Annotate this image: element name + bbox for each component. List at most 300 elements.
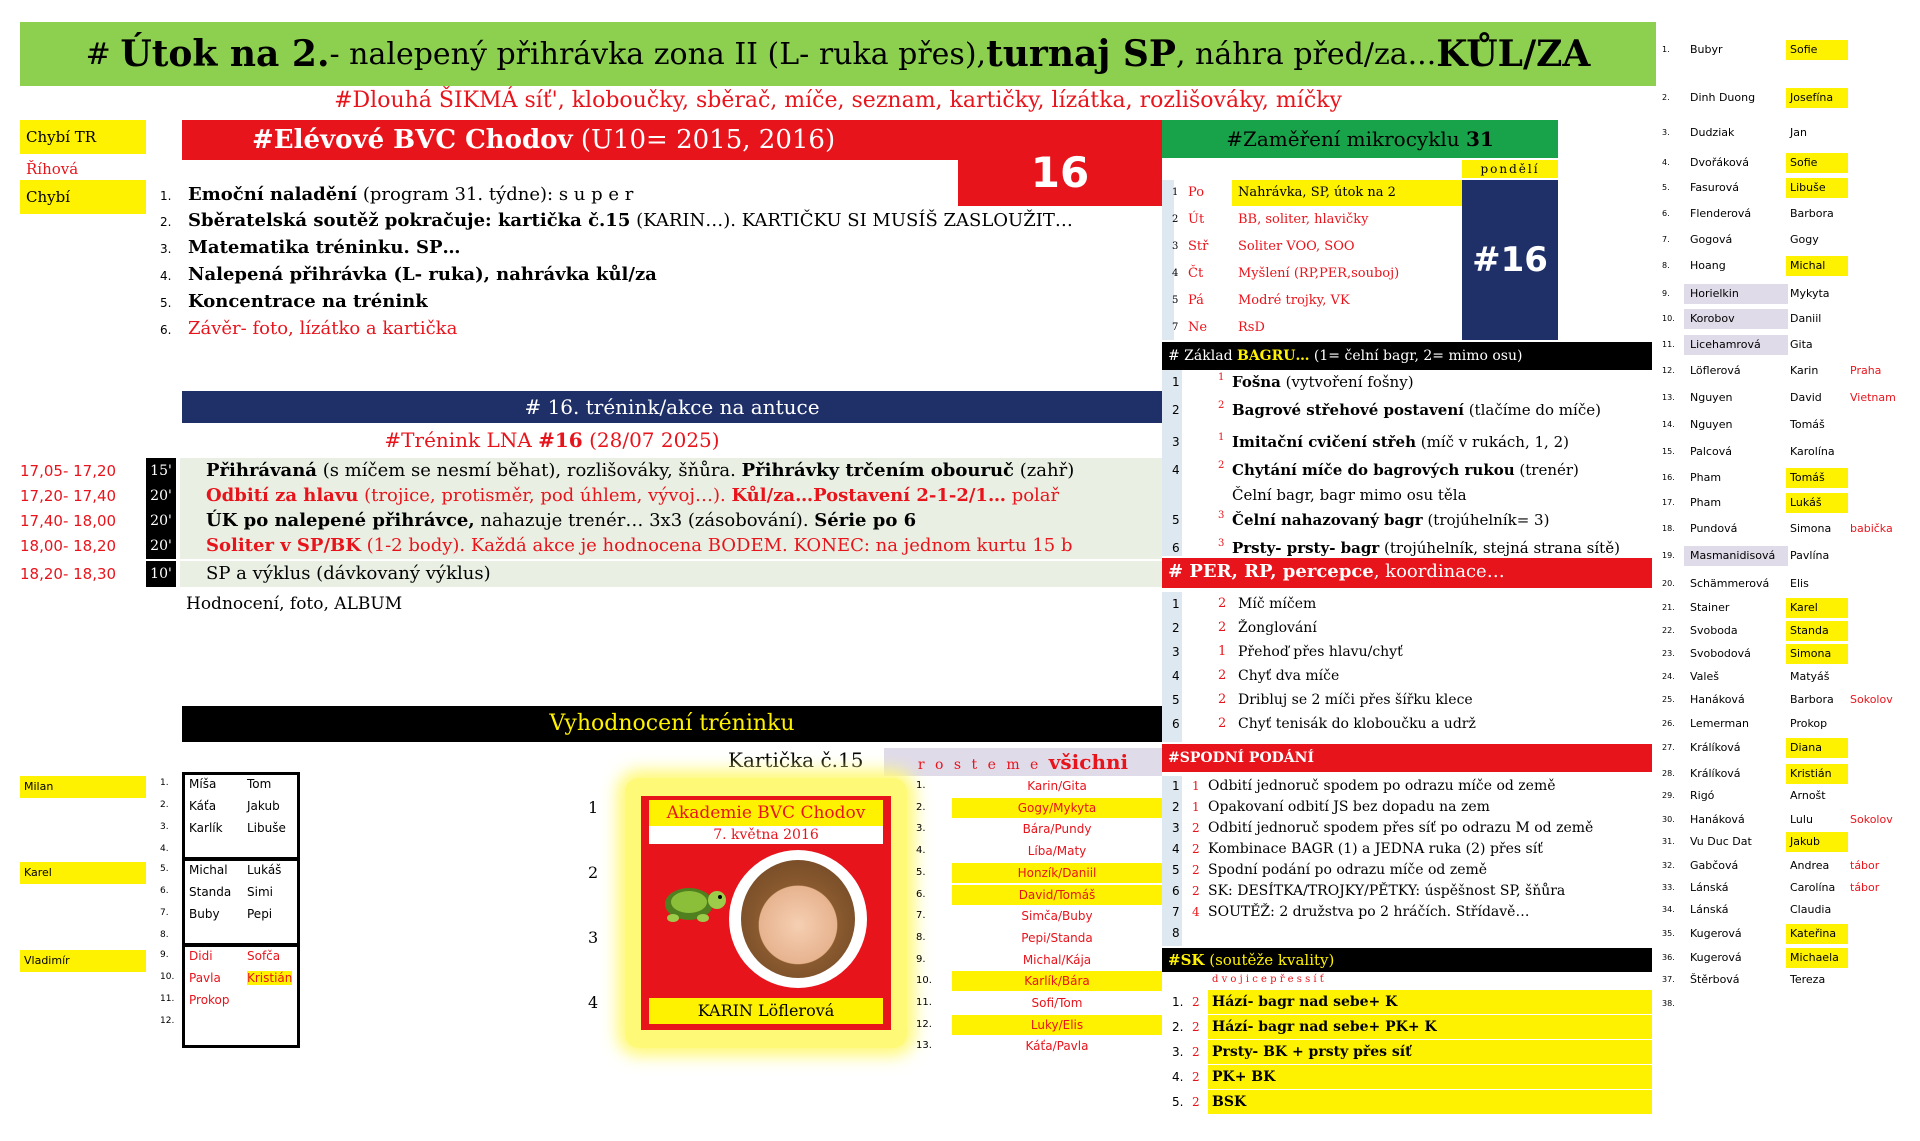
roster-row — [1662, 948, 1920, 968]
roster-firstname: Michal — [1786, 256, 1848, 276]
point-bold: Matematika tréninku. SP… — [188, 237, 461, 258]
roster-firstname: Simona — [1786, 644, 1848, 664]
roster-row — [1662, 598, 1920, 618]
group-member: Káťa — [189, 799, 217, 813]
group-row-number: 11. — [160, 994, 175, 1004]
exercise-level: 1 — [1192, 779, 1200, 793]
roster-surname: Dudziak — [1690, 126, 1735, 139]
schedule-rest: nahazuje trenér… 3x3 (zásobování). — [474, 510, 815, 531]
trainer-label: Vladimír — [20, 950, 146, 972]
exercise-text: Kombinace BAGR (1) a JEDNA ruka (2) přes síť — [1208, 841, 1543, 857]
card-slot-number: 1 — [588, 798, 599, 817]
roster-surname: Gogová — [1690, 233, 1733, 246]
day-name: Čt — [1188, 266, 1204, 281]
roster-row — [1662, 924, 1920, 944]
exercise-text: Odbití jednoruč spodem po odrazu míče od země — [1208, 778, 1556, 794]
roster-note: tábor — [1850, 859, 1880, 872]
day-focus: Myšlení (RP,PER,souboj) — [1238, 266, 1400, 281]
roster-surname: Králíková — [1690, 767, 1741, 780]
roster-surname: Lánská — [1690, 881, 1729, 894]
card-label: Kartička č.15 — [728, 748, 864, 772]
schedule-rest2: polař — [1005, 485, 1060, 506]
lna-title — [182, 428, 922, 452]
roster-surname: Hanáková — [1690, 693, 1745, 706]
group-row-number: 4. — [160, 844, 169, 854]
pair-item: Honzík/Daniil — [952, 863, 1162, 883]
roster-number: 7. — [1662, 235, 1670, 244]
day-name: Stř — [1188, 239, 1209, 254]
roster-surname: Palcová — [1690, 445, 1732, 458]
pair-number: 6. — [916, 888, 926, 900]
roster-surname: Nguyen — [1690, 418, 1733, 431]
title-bold3: KŮL/ZA — [1436, 33, 1591, 75]
roster-number: 34. — [1662, 905, 1675, 914]
exercise-number: 6 — [1172, 541, 1180, 555]
roster-row — [1662, 764, 1920, 784]
exercise-number: 1 — [1172, 779, 1180, 793]
exercise-rest: (trojúhelník, stejná strana sítě) — [1379, 539, 1620, 557]
schedule-time: 17,05- 17,20 — [20, 462, 117, 480]
title-text1: - nalepený přihrávka zona II (L- ruka přes), — [329, 36, 987, 72]
schedule-rest2: (zahř) — [1014, 460, 1075, 481]
roster-firstname: Mykyta — [1790, 287, 1830, 300]
team-header-bold: #Elévové BVC Chodov — [252, 125, 573, 155]
roster-firstname: Daniil — [1790, 312, 1822, 325]
roster-row — [1662, 468, 1920, 488]
roster-firstname: Diana — [1786, 738, 1848, 758]
day-name: Ne — [1188, 320, 1208, 335]
roster-surname: Pham — [1690, 471, 1722, 484]
group-row-number: 10. — [160, 972, 175, 982]
roster-surname: Kugerová — [1690, 951, 1742, 964]
exercise-rest: (míč v rukách, 1, 2) — [1415, 433, 1569, 451]
exercise-number: 2 — [1172, 403, 1180, 417]
group-member: Simi — [247, 885, 273, 899]
roster-number: 21. — [1662, 603, 1675, 612]
exercise-text: Chyť tenisák do kloboučku a udrž — [1238, 716, 1476, 732]
exercise-number: 3. — [1172, 1045, 1184, 1059]
roster-row — [1662, 361, 1920, 381]
schedule-row — [20, 458, 1162, 484]
schedule-text — [180, 533, 1162, 559]
exercise-level: 1 — [1218, 372, 1225, 383]
group-member: Kristián — [247, 971, 293, 985]
card-slot-number: 3 — [588, 928, 599, 947]
card-title: Akademie BVC Chodov — [649, 800, 883, 826]
roster-row — [1662, 574, 1920, 594]
pair-number: 2. — [916, 801, 926, 813]
roster-surname: Pham — [1690, 496, 1722, 509]
day-label: pondělí — [1462, 160, 1558, 178]
group-row-number: 12. — [160, 1016, 175, 1026]
roster-note: tábor — [1850, 881, 1880, 894]
schedule-text — [180, 458, 1162, 484]
bagr-exercise — [1162, 536, 1652, 560]
roster-firstname: Josefína — [1786, 88, 1848, 108]
roster-row — [1662, 204, 1920, 224]
schedule-duration: 10' — [146, 561, 176, 587]
roster-number: 13. — [1662, 393, 1675, 402]
roster-row — [1662, 256, 1920, 276]
exercise-text: Opakovaní odbití JS bez dopadu na zem — [1208, 799, 1490, 815]
point-item — [160, 291, 428, 312]
exercise-text: Míč míčem — [1238, 596, 1317, 612]
schedule-rest: (trojice, protisměr, pod úhlem, vývoj…). — [358, 485, 732, 506]
day-number: 4 — [1172, 268, 1179, 279]
exercise-text — [1232, 536, 1620, 560]
point-bold: Sběratelská soutěž pokračuje: kartička č.15 — [188, 210, 631, 231]
day-number: 7 — [1172, 322, 1179, 333]
day-number: 1 — [1172, 187, 1179, 198]
sk-exercise — [1162, 1015, 1652, 1039]
bagr-header — [1162, 342, 1652, 370]
bagr-exercise — [1162, 398, 1652, 422]
roster-surname: Hanáková — [1690, 813, 1745, 826]
exercise-level: 2 — [1192, 821, 1200, 835]
group-member: Sofča — [247, 949, 281, 963]
bagr-title-a: # Základ — [1168, 348, 1237, 364]
collector-card — [625, 778, 907, 1048]
roster-firstname: Karel — [1786, 598, 1848, 618]
roster-number: 33. — [1662, 883, 1675, 892]
turtle-icon — [655, 874, 727, 930]
roster-note: Vietnam — [1850, 391, 1896, 404]
roster-surname: Fasurová — [1690, 181, 1740, 194]
roster-note: Praha — [1850, 364, 1882, 377]
roster-row — [1662, 667, 1920, 687]
roster-firstname: Lukáš — [1786, 493, 1848, 513]
roster-surname: Dinh Duong — [1690, 91, 1756, 104]
exercise-text — [1232, 458, 1579, 482]
trainer-label: Karel — [20, 862, 146, 884]
roster-surname: Pundová — [1690, 522, 1738, 535]
exercise-text — [1232, 370, 1414, 394]
schedule-duration: 15' — [146, 458, 176, 484]
per-exercise — [1162, 688, 1652, 712]
pair-item: Káťa/Pavla — [1025, 1039, 1089, 1054]
roster-number: 38. — [1662, 999, 1675, 1008]
pair-item: Simča/Buby — [1021, 909, 1093, 924]
roster-number: 22. — [1662, 626, 1675, 635]
sk-exercise — [1162, 990, 1652, 1014]
point-item — [160, 210, 1073, 231]
point-item — [160, 318, 457, 339]
per-header — [1162, 558, 1652, 588]
chybi-name: Říhová — [26, 160, 79, 178]
card-name: KARIN Löflerová — [649, 998, 883, 1024]
roster-firstname: Tomáš — [1786, 468, 1848, 488]
group-row-number: 9. — [160, 950, 169, 960]
roster-surname: Svoboda — [1690, 624, 1738, 637]
sk-exercise — [1162, 1090, 1652, 1114]
roster-row — [1662, 178, 1920, 198]
roster-firstname: Sofie — [1786, 40, 1848, 60]
roster-surname: Nguyen — [1690, 391, 1733, 404]
group-member: Tom — [247, 777, 272, 791]
microcycle-day — [1162, 288, 1462, 314]
roster-surname: Rigó — [1690, 789, 1715, 802]
exercise-text: PK+ BK — [1208, 1065, 1652, 1089]
subtitle: #Dlouhá ŠIKMÁ síť', kloboučky, sběrač, míče, seznam, kartičky, lízátka, rozlišováky, míčky — [334, 88, 1342, 113]
roster-surname: Dvořáková — [1690, 156, 1749, 169]
day-focus: BB, soliter, hlavičky — [1238, 212, 1369, 227]
roster-row — [1662, 519, 1920, 539]
exercise-bold: Chytání míče do bagrových rukou — [1232, 461, 1515, 479]
title-bar — [20, 22, 1656, 86]
pair-item: Luky/Elis — [952, 1015, 1162, 1035]
lna-c: (28/07 2025) — [582, 428, 720, 452]
schedule-duration: 20' — [146, 483, 176, 509]
point-bold: Emoční naladění — [188, 184, 358, 205]
schedule-time: 17,40- 18,00 — [20, 512, 117, 530]
title-bold2: turnaj SP — [986, 33, 1176, 75]
schedule-rest: (1-2 body). Každá akce je hodnocena BODEM. KONEC: na jednom kurtu 15 b — [360, 535, 1073, 556]
roster-row — [1662, 388, 1920, 408]
roster-number: 12. — [1662, 366, 1675, 375]
schedule-text — [180, 483, 1162, 509]
pair-number: 10. — [916, 975, 932, 987]
group-member: Buby — [189, 907, 220, 921]
exercise-rest: (trenér) — [1514, 461, 1579, 479]
roster-surname: Schämmerová — [1690, 577, 1770, 590]
card-date: 7. května 2016 — [649, 826, 883, 844]
roster-number: 37. — [1662, 975, 1675, 984]
pair-item: Sofi/Tom — [1031, 996, 1083, 1010]
training-bar: # 16. trénink/akce na antuce — [182, 391, 1162, 423]
roster-surname: Korobov — [1684, 309, 1788, 329]
spodni-exercise — [1162, 921, 1652, 945]
pair-item: Bára/Pundy — [1022, 822, 1092, 837]
roster-number: 8. — [1662, 261, 1670, 270]
group-member: Didi — [189, 949, 213, 963]
point-text: (KARIN…). KARTIČKU SI MUSÍŠ ZASLOUŽIT… — [630, 210, 1073, 231]
microcycle-day — [1162, 207, 1462, 233]
day-focus: Nahrávka, SP, útok na 2 — [1232, 180, 1462, 206]
schedule-time: 18,20- 18,30 — [20, 565, 117, 583]
group-row-number: 2. — [160, 800, 169, 810]
exercise-number: 1. — [1172, 995, 1184, 1009]
roster-surname: Lánská — [1690, 903, 1729, 916]
roster-surname: Lemerman — [1690, 717, 1749, 730]
roster-number: 10. — [1662, 314, 1675, 323]
roster-row — [1662, 442, 1920, 462]
roster-row — [1662, 88, 1920, 108]
roster-row — [1662, 546, 1920, 566]
day-number: 5 — [1172, 295, 1179, 306]
point-number: 3. — [160, 242, 172, 256]
exercise-number: 1 — [1172, 375, 1180, 389]
group-member: Pepi — [247, 907, 273, 921]
roster-firstname: Prokop — [1790, 717, 1828, 730]
roster-row — [1662, 493, 1920, 513]
bagr-exercise — [1162, 508, 1652, 532]
microcycle-day — [1162, 261, 1462, 287]
roster-number: 11. — [1662, 340, 1675, 349]
roster-firstname: Gogy — [1790, 233, 1819, 246]
roster-firstname: Kristián — [1786, 764, 1848, 784]
pair-item: Líba/Maty — [1027, 844, 1087, 859]
roster-number: 20. — [1662, 579, 1675, 588]
pair-number: 3. — [916, 823, 926, 835]
schedule-duration: 20' — [146, 533, 176, 559]
group-row-number: 7. — [160, 908, 169, 918]
exercise-rest: Čelní bagr, bagr mimo osu těla — [1232, 486, 1467, 504]
card-photo — [729, 850, 867, 988]
exercise-bold: Fošna — [1232, 373, 1281, 391]
roster-firstname: Standa — [1786, 621, 1848, 641]
exercise-level: 4 — [1192, 905, 1200, 919]
pair-number: 8. — [916, 931, 926, 943]
schedule-bold: Soliter v SP/BK — [206, 535, 361, 556]
title-hash: # — [85, 36, 111, 72]
roster-row — [1662, 738, 1920, 758]
exercise-number: 4. — [1172, 1070, 1184, 1084]
schedule-time: 18,00- 18,20 — [20, 537, 117, 555]
bagr-exercise — [1162, 370, 1652, 394]
group-row-number: 3. — [160, 822, 169, 832]
exercise-text — [1232, 508, 1549, 532]
roster-surname: Stainer — [1690, 601, 1730, 614]
group-row-number: 5. — [160, 864, 169, 874]
title-bold1: Útok na 2. — [120, 33, 330, 75]
exercise-level: 2 — [1192, 884, 1200, 898]
roster-firstname: Sofie — [1786, 153, 1848, 173]
exercise-level: 2 — [1218, 692, 1227, 707]
trainer-label: Milan — [20, 776, 146, 798]
day-focus: RsD — [1238, 320, 1265, 335]
schedule-row — [20, 508, 1162, 534]
roster-number: 25. — [1662, 695, 1675, 704]
roster-firstname: Arnošt — [1790, 789, 1826, 802]
roster-number: 32. — [1662, 861, 1675, 870]
schedule-row — [20, 483, 1162, 509]
exercise-level: 1 — [1192, 800, 1200, 814]
point-text: (program 31. týdne): s u p e r — [357, 184, 634, 205]
exercise-text: SOUTĚŽ: 2 družstva po 2 hráčích. Střídavě… — [1208, 904, 1530, 920]
exercise-level: 2 — [1192, 995, 1200, 1009]
roster-surname: Štěrbová — [1690, 973, 1740, 986]
day-name: Pá — [1188, 293, 1204, 308]
per-title-b: # PER, RP, percepce — [1168, 561, 1374, 582]
exercise-level: 2 — [1192, 1095, 1200, 1109]
pair-number: 7. — [916, 910, 926, 922]
roster-number: 1. — [1662, 45, 1670, 54]
pair-item: Gogy/Mykyta — [952, 798, 1162, 818]
roster-row — [1662, 786, 1920, 806]
schedule-row — [20, 561, 1162, 587]
exercise-text: SK: DESÍTKA/TROJKY/PĚTKY: úspěšnost SP, šňůra — [1208, 883, 1566, 899]
roster-number: 14. — [1662, 420, 1675, 429]
roster-number: 36. — [1662, 953, 1675, 962]
exercise-text: Chyť dva míče — [1238, 668, 1340, 684]
exercise-bold: Bagrové střehové postavení — [1232, 401, 1464, 419]
sk-title-r: (soutěže kvality) — [1204, 951, 1335, 969]
group-member: Michal — [189, 863, 228, 877]
roster-surname: Löflerová — [1690, 364, 1741, 377]
team-header-rest: (U10= 2015, 2016) — [572, 125, 836, 155]
exercise-number: 7 — [1172, 905, 1180, 919]
rosteme-a: r o s t e m e — [917, 757, 1049, 773]
exercise-number: 6 — [1172, 884, 1180, 898]
exercise-text: Spodní podání po odrazu míče od země — [1208, 862, 1488, 878]
pair-item: Karlík/Bára — [952, 971, 1162, 991]
roster-note: Sokolov — [1850, 693, 1893, 706]
roster-row — [1662, 153, 1920, 173]
group-row-number: 8. — [160, 930, 169, 940]
group-member: Míša — [189, 777, 217, 791]
roster-note: Sokolov — [1850, 813, 1893, 826]
exercise-rest: (tlačíme do míče) — [1463, 401, 1601, 419]
exercise-bold: Imitační cvičení střeh — [1232, 433, 1416, 451]
exercise-level: 2 — [1218, 668, 1227, 683]
schedule-rest: (s míčem se nesmí běhat), rozlišováky, šňůra. — [316, 460, 742, 481]
roster-surname: Kugerová — [1690, 927, 1742, 940]
roster-firstname: Jan — [1790, 126, 1807, 139]
point-item — [160, 264, 657, 285]
group-member: Pavla — [189, 971, 221, 985]
exercise-level: 2 — [1218, 596, 1227, 611]
schedule-rest: SP a výklus (dávkovaný výklus) — [206, 563, 491, 584]
rosteme-label — [884, 748, 1162, 776]
exercise-text: Hází- bagr nad sebe+ PK+ K — [1208, 1015, 1652, 1039]
roster-number: 31. — [1662, 837, 1675, 846]
point-bold: Nalepená přihrávka (L- ruka), nahrávka kůl/za — [188, 264, 657, 285]
roster-number: 28. — [1662, 769, 1675, 778]
title-text2: , náhra před/za... — [1175, 36, 1437, 72]
roster-firstname: Tereza — [1790, 973, 1826, 986]
exercise-text: Odbití jednoruč spodem přes síť po odrazu M od země — [1208, 820, 1594, 836]
pair-number: 12. — [916, 1018, 932, 1030]
roster-number: 23. — [1662, 649, 1675, 658]
group-member: Prokop — [189, 993, 230, 1007]
point-number: 6. — [160, 323, 172, 337]
roster-firstname: Lulu — [1790, 813, 1813, 826]
point-number: 1. — [160, 189, 172, 203]
point-number: 2. — [160, 215, 172, 229]
pair-number: 11. — [916, 997, 932, 1008]
roster-row — [1662, 714, 1920, 734]
roster-firstname: Carolína — [1790, 881, 1836, 894]
roster-row — [1662, 644, 1920, 664]
roster-row — [1662, 900, 1920, 920]
roster-firstname: Simona — [1790, 522, 1832, 535]
schedule-text — [180, 561, 1162, 587]
roster-row — [1662, 856, 1920, 876]
roster-number: 35. — [1662, 929, 1675, 938]
roster-number: 27. — [1662, 743, 1675, 752]
group-member: Libuše — [247, 821, 286, 835]
bagr-exercise — [1162, 458, 1652, 482]
exercise-number: 4 — [1172, 842, 1180, 856]
roster-number: 3. — [1662, 128, 1670, 137]
sk-exercise — [1162, 1040, 1652, 1064]
roster-row — [1662, 415, 1920, 435]
exercise-number: 1 — [1172, 597, 1180, 611]
roster-firstname: Barbora — [1790, 207, 1834, 220]
roster-surname: Gabčová — [1690, 859, 1739, 872]
sk-title-b: #SK — [1168, 951, 1205, 969]
exercise-number: 5 — [1172, 863, 1180, 877]
roster-surname: Bubyr — [1690, 43, 1723, 56]
exercise-number: 3 — [1172, 821, 1180, 835]
exercise-number: 5 — [1172, 513, 1180, 527]
child-portrait — [741, 860, 855, 978]
point-item — [160, 237, 461, 258]
exercise-text: Hází- bagr nad sebe+ K — [1208, 990, 1652, 1014]
point-number: 4. — [160, 269, 172, 283]
exercise-text — [1232, 483, 1467, 507]
roster-firstname: Elis — [1790, 577, 1809, 590]
